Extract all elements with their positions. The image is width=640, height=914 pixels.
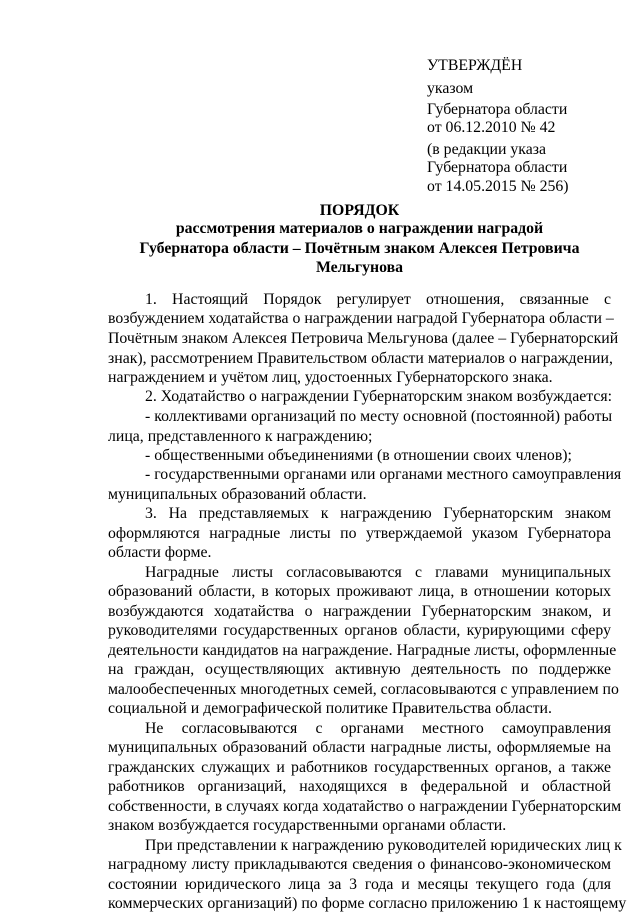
body-line: знаком возбуждается государственными органами области. [108,817,507,834]
body-line: на граждан, осуществляющих активную деятельность по поддержке [108,661,611,678]
body-line: области форме. [108,544,212,561]
body-line: возбуждением ходатайства о награждении наградой Губернатора области – [108,310,614,327]
title-line: Губернатора области – Почётным знаком Алексея Петровича [139,240,580,257]
title-heading: ПОРЯДОК [319,202,400,219]
body-line: 2. Ходатайство о награждении Губернаторским знаком возбуждается: [145,388,613,405]
approval-line: от 06.12.2010 № 42 [427,119,556,136]
title-line: Мельгунова [315,259,404,276]
approval-line: УТВЕРЖДЁН [427,57,523,74]
body-line: коммерческих организаций) по форме согласно приложению 1 к настоящему [108,895,627,912]
body-line: деятельности кандидатов на награждение. Наградные листы, оформленные [108,642,617,659]
body-line: При представлении к награждению руководителей юридических лиц к [145,837,622,854]
body-line: гражданских служащих и работников государственных органов, а также [108,759,611,776]
body-line: муниципальных образований области. [108,486,367,503]
body-line: собственности, в случаях когда ходатайство о награждении Губернаторским [108,798,622,815]
body-line: лица, представленного к награждению; [108,428,373,445]
body-line: 3. На представляемых к награждению Губернаторским знаком [145,505,611,522]
body-line: наградному листу прикладываются сведения о финансово-экономическом [108,856,611,873]
body-line: малообеспеченных многодетных семей, согласовываются с управлением по [108,681,619,698]
body-line: состоянии юридического лица за 3 года и месяцы текущего года (для [108,876,611,893]
approval-line: от 14.05.2015 № 256) [427,178,569,195]
approval-line: указом [427,80,474,97]
body-line: - коллективами организаций по месту основной (постоянной) работы [145,408,613,425]
body-line: Не согласовываются с органами местного самоуправления [145,720,611,737]
body-line: награждением и учётом лиц, удостоенных Губернаторского знака. [108,369,553,386]
body-line: работников организаций, находящихся в федеральной и областной [108,778,611,795]
body-line: руководителями государственных органов области, курирующими сферу [108,622,611,639]
body-line: социальной и демографической политике Правительства области. [108,700,552,717]
approval-line: Губернатора области [427,101,568,118]
body-line: - государственными органами или органами местного самоуправления [145,466,622,483]
body-line: Почётным знаком Алексея Петровича Мельгунова (далее – Губернаторский [108,330,619,347]
body-line: знак), рассмотрением Правительством области материалов о награждении, [108,350,613,367]
body-line: муниципальных образований области наградные листы, оформляемые на [108,739,611,756]
body-line: образований области, в которых проживают лица, в отношении которых [108,583,611,600]
body-line: - общественными объединениями (в отношении своих членов); [145,447,572,464]
body-line: оформляются наградные листы по утверждаемой указом Губернатора [108,525,611,542]
body-line: 1. Настоящий Порядок регулирует отношения, связанные с [145,291,611,308]
approval-line: Губернатора области [427,159,568,176]
approval-line: (в редакции указа [427,141,547,158]
body-line: Наградные листы согласовываются с главами муниципальных [145,564,611,581]
title-line: рассмотрения материалов о награждении наградой [175,220,544,237]
body-line: возбуждаются ходатайства о награждении Губернаторским знаком, и [108,603,611,620]
